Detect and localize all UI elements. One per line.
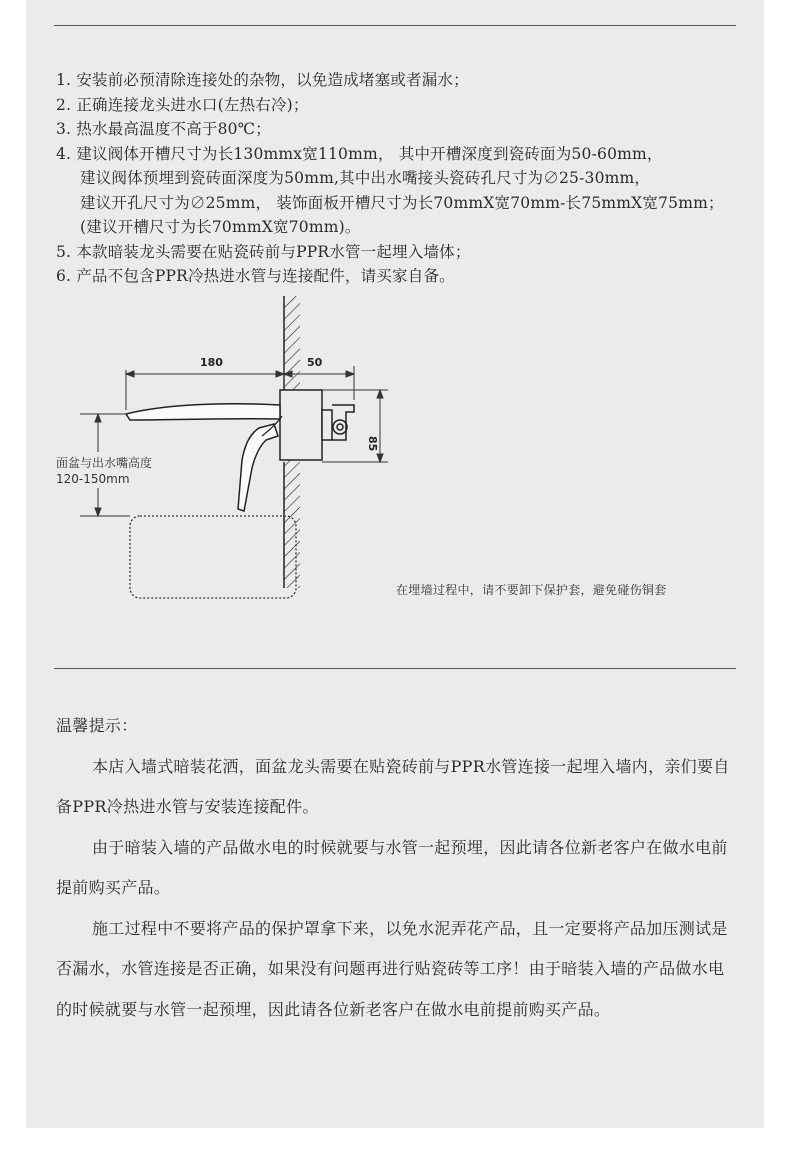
tips-paragraph: 本店入墙式暗装花洒，面盆龙头需要在贴瓷砖前与PPR水管连接一起埋入墙内，亲们要自备PPR冷热进水管与安装连接配件。 xyxy=(56,756,730,816)
warm-tips xyxy=(56,706,736,1030)
instruction-item: 建议阀体预埋到瓷砖面深度为50mm,其中出水嘴接头瓷砖孔尺寸为∅25-30mm， xyxy=(80,169,651,187)
tips-title: 温馨提示： xyxy=(56,716,138,735)
basin xyxy=(130,516,296,598)
middle-divider xyxy=(54,668,736,669)
instruction-item: 3. 热水最高温度不高于80℃； xyxy=(56,120,271,138)
basin-height-range: 120-150mm xyxy=(56,472,130,486)
instruction-item: (建议开槽尺寸为长70mmX宽70mm)。 xyxy=(80,218,361,236)
dim-85-label: 85 xyxy=(366,436,379,452)
instruction-item: 建议开孔尺寸为∅25mm， 装饰面板开槽尺寸为长70mmX宽70mm-长75mmX宽75mm； xyxy=(80,193,724,212)
valve-body xyxy=(280,390,354,460)
content-panel xyxy=(26,0,764,1128)
instruction-item: 1. 安装前必预清除连接处的杂物，以免造成堵塞或者漏水； xyxy=(56,71,469,89)
installation-diagram xyxy=(26,0,764,668)
instruction-item: 4. 建议阀体开槽尺寸为长130mmx宽110mm， 其中开槽深度到瓷砖面为50-60mm， xyxy=(56,144,663,163)
tips-paragraph: 由于暗装入墙的产品做水电的时候就要与水管一起预埋，因此请各位新老客户在做水电前提前购买产品。 xyxy=(56,837,728,897)
dim-50-label: 50 xyxy=(307,356,323,369)
spout xyxy=(126,404,280,420)
instruction-item: 5. 本款暗装龙头需要在贴瓷砖前与PPR水管一起埋入墙体； xyxy=(56,242,471,261)
basin-height-label: 面盆与出水嘴高度 xyxy=(56,456,153,470)
lever-handle xyxy=(238,424,278,511)
protective-cover-note: 在埋墙过程中，请不要卸下保护套，避免碰伤铜套 xyxy=(396,583,667,597)
instruction-item: 6. 产品不包含PPR冷热进水管与连接配件，请买家自备。 xyxy=(56,267,455,285)
tips-paragraph: 施工过程中不要将产品的保护罩拿下来，以免水泥弄花产品，且一定要将产品加压测试是否漏水，水管连接是否正确，如果没有问题再进行贴瓷砖等工序！由于暗装入墙的产品做水电的时候就要与水管一起预埋，因此请各位新老客户在做水电前提前购买产品。 xyxy=(56,918,728,1019)
instruction-item: 2. 正确连接龙头进水口(左热右冷)； xyxy=(56,95,309,114)
dim-180-label: 180 xyxy=(200,356,223,369)
